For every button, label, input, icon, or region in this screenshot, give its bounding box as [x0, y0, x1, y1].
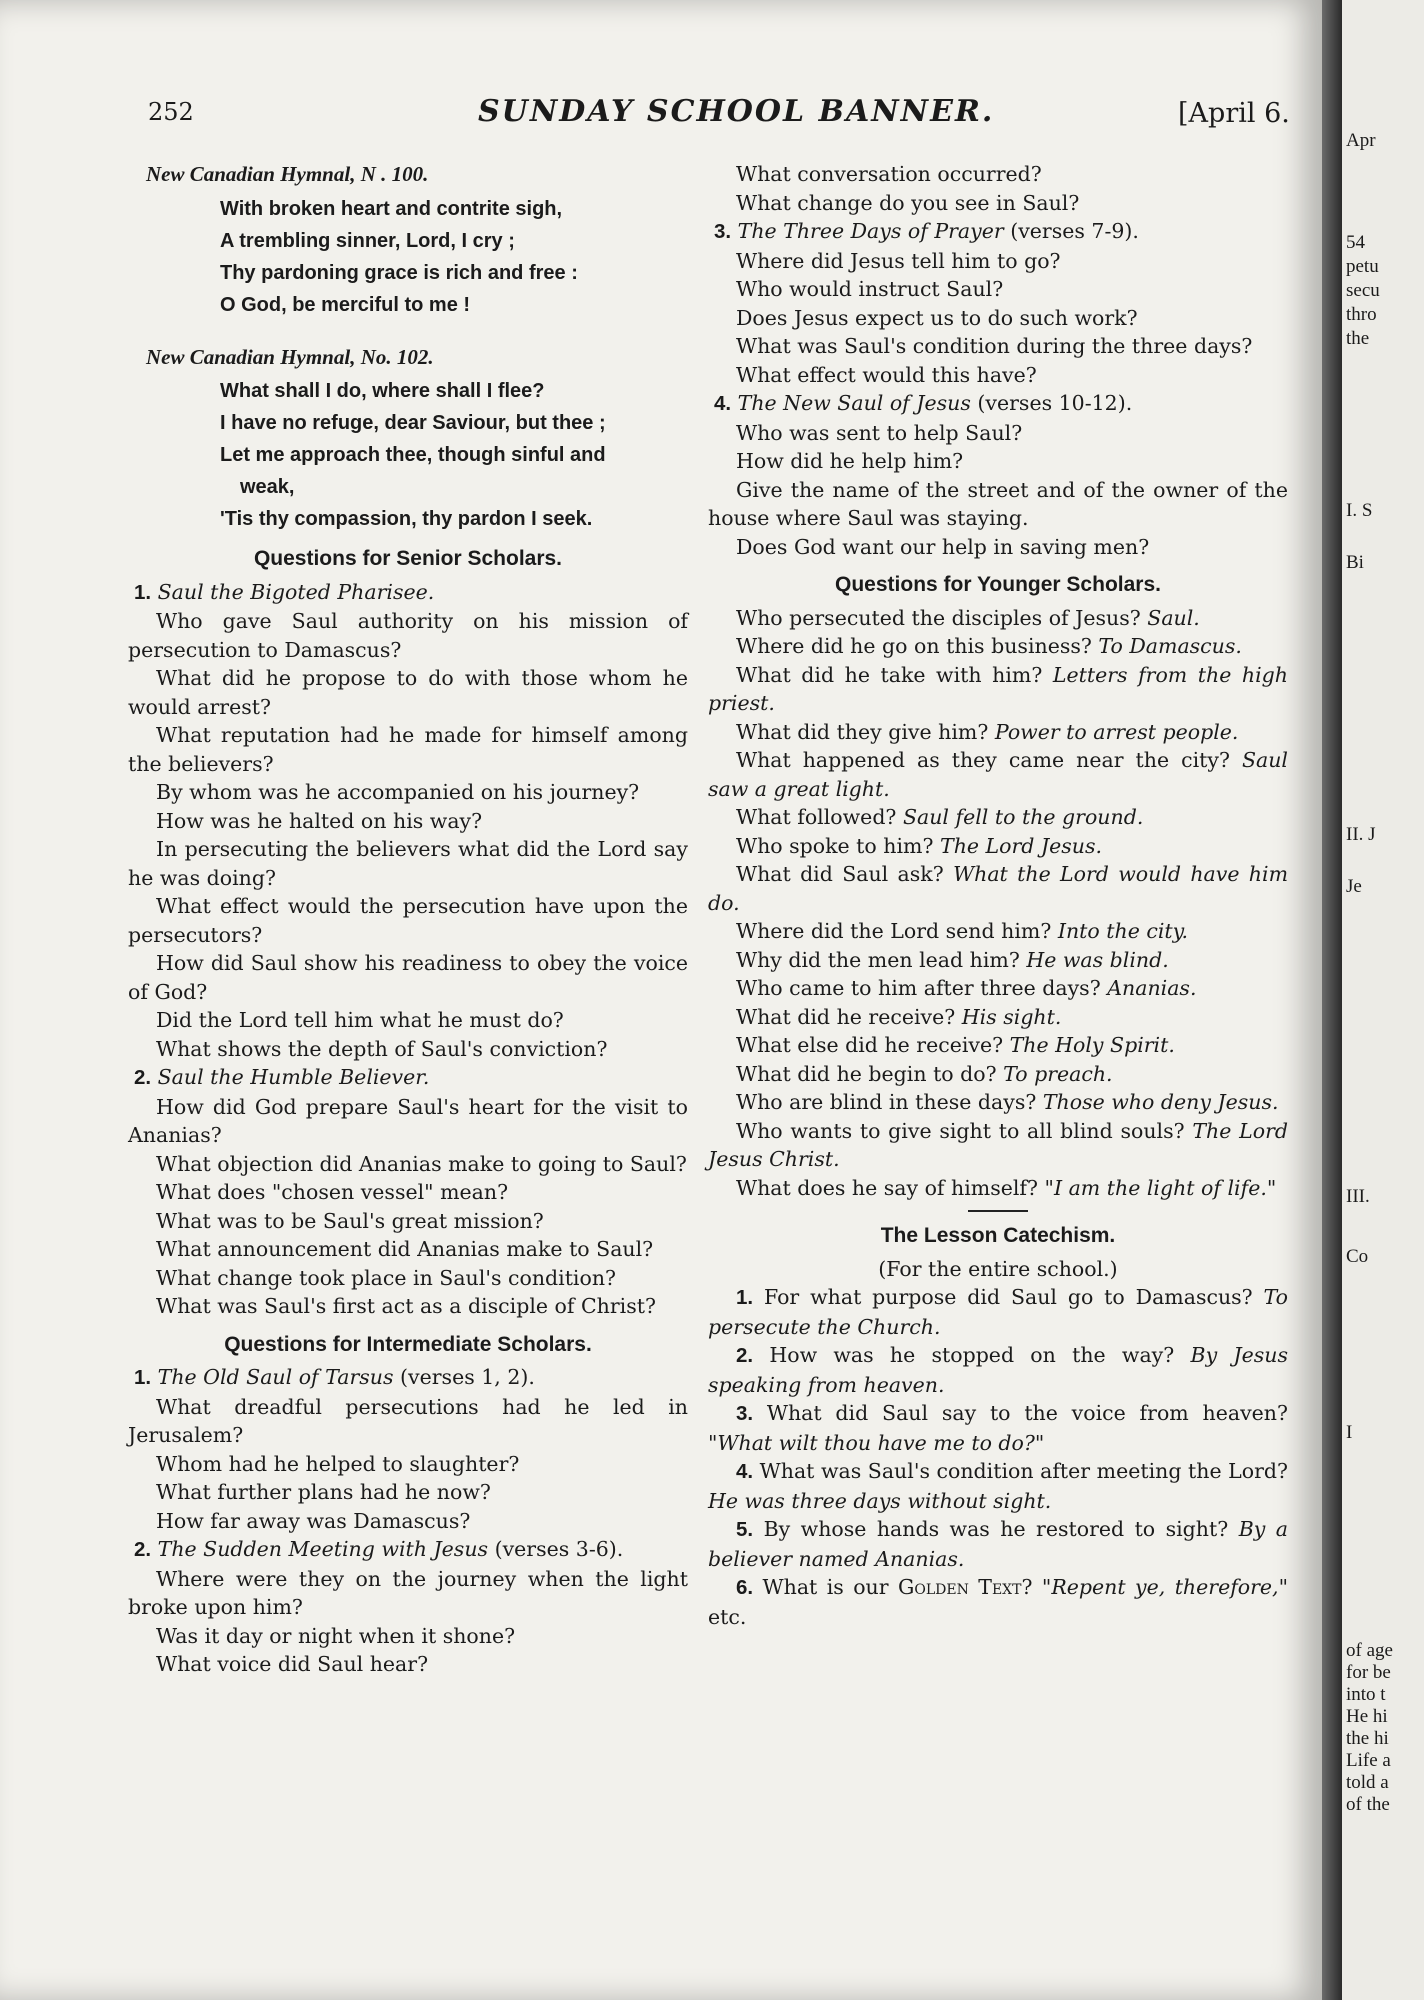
facing-page-fragment: for be [1346, 1662, 1391, 1683]
facing-page-fragment: 54 [1346, 232, 1365, 253]
question: What dreadful persecutions had he led in Jerusalem? [128, 1394, 688, 1447]
younger-heading: Questions for Younger Scholars. [835, 573, 1161, 596]
hymn-line: O God, be merciful to me ! [220, 293, 471, 316]
question: How far away was Damascus? [156, 1508, 471, 1533]
younger-question: Who came to him after three days? Ananias. [736, 976, 1197, 1000]
intermediate-section-4-title: 4. The New Saul of Jesus (verses 10-12). [714, 391, 1133, 415]
catechism-item: 3. What did Saul say to the voice from heaven? "What wilt thou have me to do?" [708, 1401, 1288, 1455]
question: Give the name of the street and of the owner of the house where Saul was staying. [708, 477, 1288, 530]
younger-question: Who wants to give sight to all blind souls? The Lord Jesus Christ. [708, 1118, 1288, 1171]
facing-page-fragment: petu [1346, 256, 1379, 277]
facing-page-fragment: the hi [1346, 1728, 1389, 1749]
facing-page-fragment: of the [1346, 1794, 1390, 1815]
hymn-line: A trembling sinner, Lord, I cry ; [220, 229, 515, 252]
younger-question: What happened as they came near the city? Saul saw a great light. [708, 748, 1288, 801]
hymn-line: 'Tis thy compassion, thy pardon I seek. [220, 508, 593, 530]
facing-page-fragment: III. [1346, 1186, 1370, 1207]
question: What conversation occurred? [736, 162, 1042, 186]
question: What was Saul's condition during the three days? [736, 334, 1253, 358]
facing-page-fragment: II. J [1346, 824, 1376, 845]
catechism-item: 5. By whose hands was he restored to sight? By a believer named Ananias. [708, 1517, 1288, 1571]
question: What voice did Saul hear? [156, 1652, 429, 1676]
question: What change do you see in Saul? [736, 190, 1080, 215]
younger-question: What did he receive? His sight. [736, 1004, 1062, 1029]
question: How did Saul show his readiness to obey the voice of God? [128, 951, 688, 1004]
catechism-subheading: (For the entire school.) [878, 1256, 1118, 1281]
question: Where did Jesus tell him to go? [736, 248, 1061, 273]
younger-question: Where did the Lord send him? Into the city. [736, 919, 1189, 943]
question: What effect would this have? [736, 362, 1037, 387]
catechism-item: 1. For what purpose did Saul go to Damascus? To persecute the Church. [708, 1285, 1288, 1339]
younger-question: What else did he receive? The Holy Spirit. [736, 1033, 1175, 1057]
facing-page-fragment: thro [1346, 304, 1377, 325]
catechism-item: 2. How was he stopped on the way? By Jesus speaking from heaven. [708, 1343, 1288, 1397]
divider-rule [968, 1210, 1028, 1212]
hymn-line: Let me approach thee, though sinful and [220, 444, 606, 466]
facing-page-fragment: He hi [1346, 1706, 1388, 1727]
question: What further plans had he now? [156, 1480, 491, 1504]
question: Does God want our help in saving men? [736, 534, 1150, 559]
question: Who would instruct Saul? [736, 277, 1004, 301]
younger-question: Why did the men lead him? He was blind. [736, 947, 1169, 972]
facing-page-fragment: Co [1346, 1246, 1369, 1267]
hymn-line: What shall I do, where shall I flee? [220, 380, 545, 402]
question: What change took place in Saul's condition? [156, 1265, 617, 1290]
question: What effect would the persecution have upon the persecutors? [128, 894, 688, 947]
question: Was it day or night when it shone? [156, 1623, 516, 1648]
hymn-source: New Canadian Hymnal, N . 100. [146, 162, 429, 186]
question: Who gave Saul authority on his mission of persecution to Damascus? [128, 609, 688, 662]
question: Where were they on the journey when the light broke upon him? [128, 1566, 688, 1619]
facing-page-fragment: into t [1346, 1684, 1386, 1705]
question: What reputation had he made for himself among the believers? [128, 723, 688, 776]
question: How was he halted on his way? [156, 808, 483, 833]
younger-question: Who are blind in these days? Those who deny Jesus. [736, 1090, 1279, 1114]
facing-page-fragment: I [1346, 1422, 1353, 1443]
facing-page-fragment: Bi [1346, 552, 1364, 573]
younger-questions [708, 604, 1288, 1203]
younger-question: What did they give him? Power to arrest people. [736, 719, 1239, 744]
hymn-line: Thy pardoning grace is rich and free : [220, 261, 578, 284]
facing-page-fragment: told a [1346, 1772, 1389, 1793]
catechism-item: 4. What was Saul's condition after meeting the Lord? He was three days without sight. [708, 1459, 1288, 1513]
book-spine [1322, 0, 1342, 2000]
question: What did he propose to do with those whom he would arrest? [128, 666, 688, 719]
younger-question: Who persecuted the disciples of Jesus? Saul. [736, 605, 1200, 630]
left-column [128, 160, 688, 1679]
younger-question: What did he begin to do? To preach. [736, 1061, 1113, 1086]
intermediate-section-1-title: 1. The Old Saul of Tarsus (verses 1, 2). [134, 1365, 535, 1389]
senior-section-2-title: 2. Saul the Humble Believer. [134, 1065, 430, 1089]
question: Did the Lord tell him what he must do? [156, 1008, 564, 1032]
senior-section-1-title: 1. Saul the Bigoted Pharisee. [134, 579, 435, 604]
hymn-line: I have no refuge, dear Saviour, but thee ; [220, 412, 606, 434]
question: By whom was he accompanied on his journey? [156, 780, 640, 804]
question: In persecuting the believers what did the Lord say he was doing? [128, 837, 688, 890]
issue-date: [April 6. [1178, 98, 1290, 129]
publication-title: SUNDAY SCHOOL BANNER. [478, 94, 995, 129]
facing-page-fragment: Apr [1346, 130, 1376, 151]
question: Whom had he helped to slaughter? [156, 1451, 520, 1476]
younger-question: What did he take with him? Letters from the high priest. [708, 662, 1288, 715]
hymn-source: New Canadian Hymnal, No. 102. [146, 344, 434, 369]
hymn-line: With broken heart and contrite sigh, [220, 197, 563, 220]
catechism-heading: The Lesson Catechism. [880, 1224, 1116, 1247]
question: What objection did Ananias make to going to Saul? [156, 1151, 687, 1176]
facing-page-fragment: secu [1346, 280, 1380, 301]
younger-question: Where did he go on this business? To Damascus. [736, 634, 1242, 658]
question: What shows the depth of Saul's conviction? [156, 1036, 608, 1061]
question: What does "chosen vessel" mean? [156, 1180, 509, 1204]
younger-question: What did Saul ask? What the Lord would have him do. [708, 862, 1289, 915]
right-column [708, 160, 1288, 1631]
younger-question: What does he say of himself? "I am the light of life." [736, 1175, 1277, 1200]
facing-page-fragment: Je [1346, 876, 1362, 897]
question: What was Saul's first act as a disciple of Christ? [156, 1294, 656, 1318]
facing-page-fragment: I. S [1346, 500, 1373, 521]
question: How did he help him? [736, 449, 964, 473]
question: Does Jesus expect us to do such work? [736, 305, 1138, 330]
question: What announcement did Ananias make to Saul? [156, 1237, 654, 1261]
page-number: 252 [148, 98, 194, 126]
hymn-line: weak, [240, 476, 295, 498]
running-header [148, 92, 1298, 132]
facing-page-fragment: of age [1346, 1640, 1393, 1661]
question: How did God prepare Saul's heart for the visit to Ananias? [128, 1094, 688, 1147]
intermediate-heading: Questions for Intermediate Scholars. [224, 1332, 592, 1356]
facing-page-fragment: the [1346, 328, 1370, 349]
facing-page-fragment: Life a [1346, 1750, 1391, 1771]
facing-page-edge [1342, 0, 1424, 2000]
question: What was to be Saul's great mission? [156, 1208, 544, 1233]
intermediate-section-3-title: 3. The Three Days of Prayer (verses 7-9). [714, 219, 1139, 243]
senior-heading: Questions for Senior Scholars. [253, 547, 563, 570]
question: Who was sent to help Saul? [736, 420, 1023, 445]
younger-question: Who spoke to him? The Lord Jesus. [736, 833, 1103, 858]
intermediate-section-2-title: 2. The Sudden Meeting with Jesus (verses 3-6). [134, 1537, 624, 1561]
younger-question: What followed? Saul fell to the ground. [736, 805, 1144, 829]
catechism-questions [708, 1283, 1288, 1573]
catechism-item: 6. What is our Golden Text? "Repent ye, therefore," etc. [708, 1575, 1289, 1629]
